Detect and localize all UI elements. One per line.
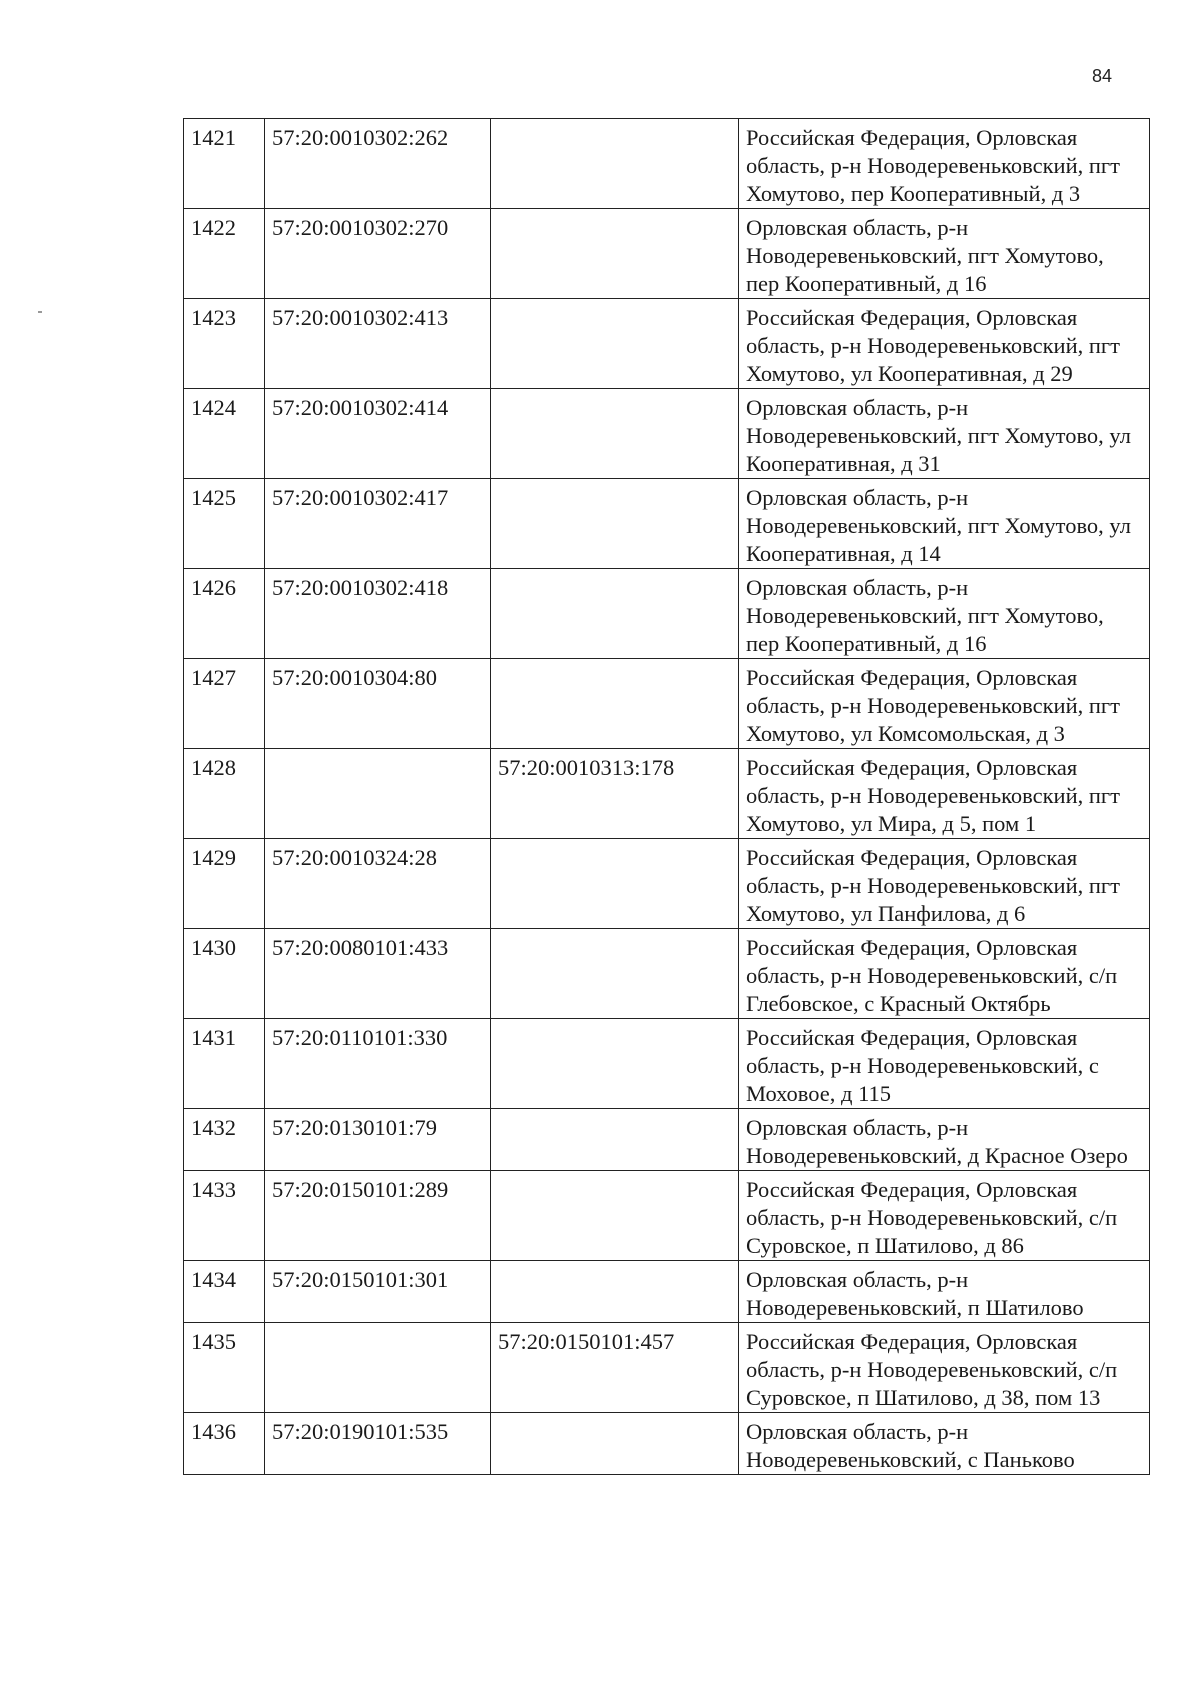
room-cadastral-number-cell — [491, 929, 739, 1019]
room-cadastral-number-cell — [491, 299, 739, 389]
address-cell: Российская Федерация, Орловская область, р-н Новодеревеньковский, с/п Суровское, п Шатилово, д 38, пом 13 — [739, 1323, 1150, 1413]
page-number: 84 — [1092, 66, 1113, 86]
land-cadastral-number-cell: 57:20:0010324:28 — [265, 839, 491, 929]
scan-speck — [38, 311, 42, 313]
row-number-cell: 1431 — [184, 1019, 265, 1109]
table-row — [184, 479, 1150, 569]
land-cadastral-number-cell: 57:20:0190101:535 — [265, 1413, 491, 1475]
room-cadastral-number-cell — [491, 1413, 739, 1475]
land-cadastral-number-cell: 57:20:0010302:414 — [265, 389, 491, 479]
registry-table — [183, 118, 1150, 1475]
land-cadastral-number-cell: 57:20:0150101:301 — [265, 1261, 491, 1323]
registry-table-body — [184, 119, 1150, 1475]
table-row — [184, 299, 1150, 389]
row-number-cell: 1425 — [184, 479, 265, 569]
address-cell: Российская Федерация, Орловская область, р-н Новодеревеньковский, пгт Хомутово, ул Комсомольская, д 3 — [739, 659, 1150, 749]
table-row — [184, 659, 1150, 749]
land-cadastral-number-cell — [265, 749, 491, 839]
land-cadastral-number-cell: 57:20:0010302:417 — [265, 479, 491, 569]
address-cell: Российская Федерация, Орловская область, р-н Новодеревеньковский, пгт Хомутово, ул Мира, д 5, пом 1 — [739, 749, 1150, 839]
room-cadastral-number-cell — [491, 1109, 739, 1171]
table-row — [184, 1109, 1150, 1171]
row-number-cell: 1433 — [184, 1171, 265, 1261]
table-row — [184, 569, 1150, 659]
address-cell: Российская Федерация, Орловская область, р-н Новодеревеньковский, пгт Хомутово, пер Кооперативный, д 3 — [739, 119, 1150, 209]
row-number-cell: 1435 — [184, 1323, 265, 1413]
table-row — [184, 1171, 1150, 1261]
room-cadastral-number-cell — [491, 1171, 739, 1261]
table-row — [184, 839, 1150, 929]
address-cell: Российская Федерация, Орловская область, р-н Новодеревеньковский, пгт Хомутово, ул Кооперативная, д 29 — [739, 299, 1150, 389]
row-number-cell: 1434 — [184, 1261, 265, 1323]
row-number-cell: 1429 — [184, 839, 265, 929]
room-cadastral-number-cell — [491, 479, 739, 569]
address-cell: Орловская область, р-н Новодеревеньковский, пгт Хомутово, пер Кооперативный, д 16 — [739, 209, 1150, 299]
address-cell: Российская Федерация, Орловская область, р-н Новодеревеньковский, с/п Суровское, п Шатилово, д 86 — [739, 1171, 1150, 1261]
room-cadastral-number-cell — [491, 389, 739, 479]
land-cadastral-number-cell: 57:20:0010302:270 — [265, 209, 491, 299]
address-cell: Орловская область, р-н Новодеревеньковский, пгт Хомутово, пер Кооперативный, д 16 — [739, 569, 1150, 659]
land-cadastral-number-cell: 57:20:0010302:413 — [265, 299, 491, 389]
address-cell: Российская Федерация, Орловская область, р-н Новодеревеньковский, с/п Глебовское, с Красный Октябрь — [739, 929, 1150, 1019]
land-cadastral-number-cell: 57:20:0110101:330 — [265, 1019, 491, 1109]
table-row — [184, 1413, 1150, 1475]
row-number-cell: 1436 — [184, 1413, 265, 1475]
row-number-cell: 1421 — [184, 119, 265, 209]
address-cell: Российская Федерация, Орловская область, р-н Новодеревеньковский, пгт Хомутово, ул Панфилова, д 6 — [739, 839, 1150, 929]
room-cadastral-number-cell: 57:20:0150101:457 — [491, 1323, 739, 1413]
row-number-cell: 1422 — [184, 209, 265, 299]
land-cadastral-number-cell: 57:20:0010304:80 — [265, 659, 491, 749]
address-cell: Орловская область, р-н Новодеревеньковский, с Паньково — [739, 1413, 1150, 1475]
table-row — [184, 389, 1150, 479]
table-row — [184, 929, 1150, 1019]
table-row — [184, 1261, 1150, 1323]
land-cadastral-number-cell: 57:20:0130101:79 — [265, 1109, 491, 1171]
address-cell: Орловская область, р-н Новодеревеньковский, д Красное Озеро — [739, 1109, 1150, 1171]
row-number-cell: 1430 — [184, 929, 265, 1019]
table-row — [184, 209, 1150, 299]
room-cadastral-number-cell — [491, 1019, 739, 1109]
row-number-cell: 1432 — [184, 1109, 265, 1171]
row-number-cell: 1427 — [184, 659, 265, 749]
table-row — [184, 1019, 1150, 1109]
room-cadastral-number-cell: 57:20:0010313:178 — [491, 749, 739, 839]
land-cadastral-number-cell: 57:20:0010302:262 — [265, 119, 491, 209]
table-row — [184, 1323, 1150, 1413]
row-number-cell: 1426 — [184, 569, 265, 659]
table-row — [184, 119, 1150, 209]
address-cell: Орловская область, р-н Новодеревеньковский, пгт Хомутово, ул Кооперативная, д 14 — [739, 479, 1150, 569]
address-cell: Российская Федерация, Орловская область, р-н Новодеревеньковский, с Моховое, д 115 — [739, 1019, 1150, 1109]
room-cadastral-number-cell — [491, 659, 739, 749]
row-number-cell: 1423 — [184, 299, 265, 389]
room-cadastral-number-cell — [491, 839, 739, 929]
land-cadastral-number-cell: 57:20:0080101:433 — [265, 929, 491, 1019]
room-cadastral-number-cell — [491, 209, 739, 299]
table-row — [184, 749, 1150, 839]
land-cadastral-number-cell — [265, 1323, 491, 1413]
row-number-cell: 1428 — [184, 749, 265, 839]
room-cadastral-number-cell — [491, 1261, 739, 1323]
address-cell: Орловская область, р-н Новодеревеньковский, пгт Хомутово, ул Кооперативная, д 31 — [739, 389, 1150, 479]
room-cadastral-number-cell — [491, 569, 739, 659]
land-cadastral-number-cell: 57:20:0010302:418 — [265, 569, 491, 659]
row-number-cell: 1424 — [184, 389, 265, 479]
room-cadastral-number-cell — [491, 119, 739, 209]
land-cadastral-number-cell: 57:20:0150101:289 — [265, 1171, 491, 1261]
address-cell: Орловская область, р-н Новодеревеньковский, п Шатилово — [739, 1261, 1150, 1323]
